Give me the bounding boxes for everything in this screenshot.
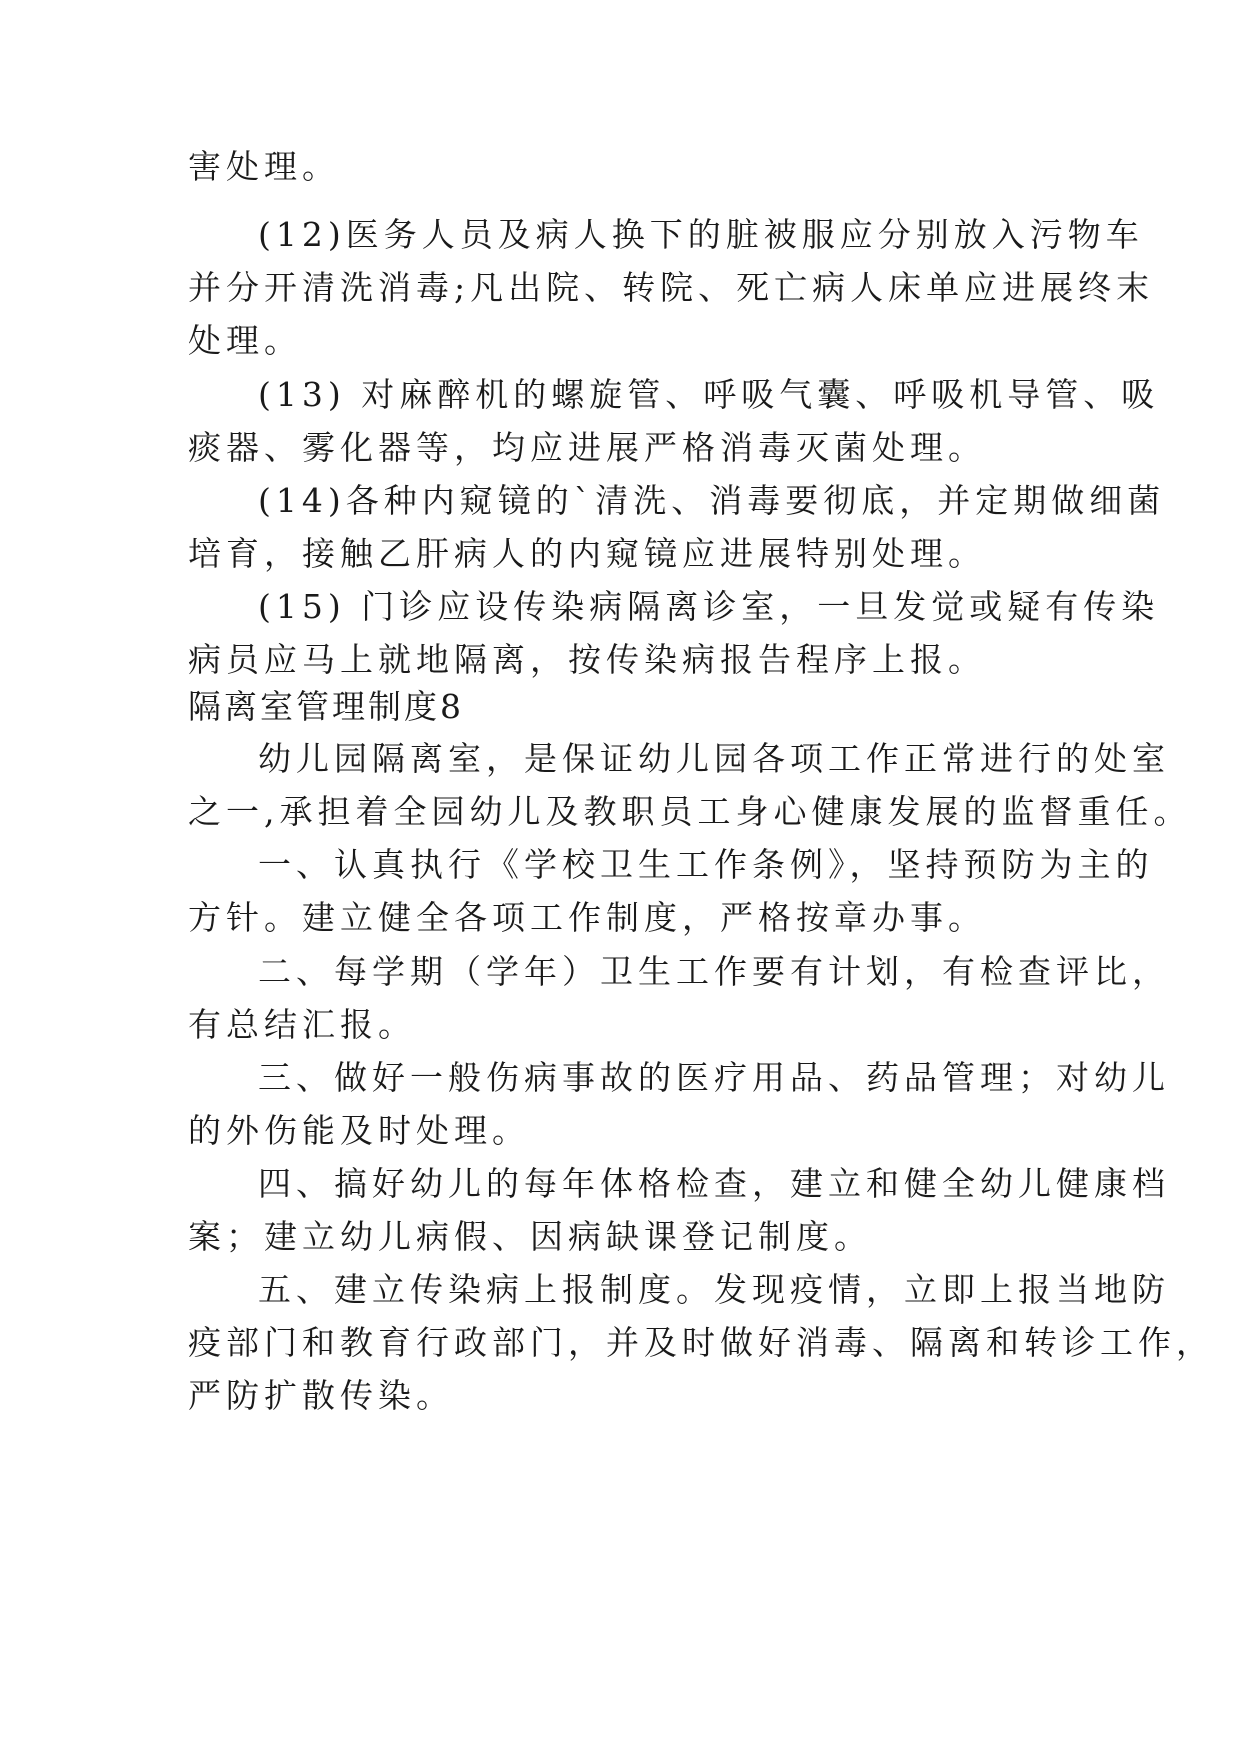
text-line: 痰器、雾化器等，均应进展严格消毒灭菌处理。 xyxy=(188,428,986,467)
text-line: 严防扩散传染。 xyxy=(188,1376,454,1415)
text-line: (12)医务人员及病人换下的脏被服应分别放入污物车 xyxy=(258,215,1144,254)
text-line: (14)各种内窥镜的`清洗、消毒要彻底，并定期做细菌 xyxy=(258,481,1166,520)
text-line: 病员应马上就地隔离，按传染病报告程序上报。 xyxy=(188,640,986,679)
text-line: 之一,承担着全园幼儿及教职员工身心健康发展的监督重任。 xyxy=(188,792,1192,831)
section-heading: 隔离室管理制度8 xyxy=(188,687,464,726)
text-line: 有总结汇报。 xyxy=(188,1005,416,1044)
text-line: 五、建立传染病上报制度。发现疫情，立即上报当地防 xyxy=(258,1270,1170,1309)
text-line: 案；建立幼儿病假、因病缺课登记制度。 xyxy=(188,1217,872,1256)
text-line: 的外伤能及时处理。 xyxy=(188,1111,530,1150)
text-line: 处理。 xyxy=(188,321,302,360)
text-line: 一、认真执行《学校卫生工作条例》，坚持预防为主的 xyxy=(258,845,1154,884)
text-line: 并分开清洗消毒;凡出院、转院、死亡病人床单应进展终末 xyxy=(188,268,1155,307)
text-line: 疫部门和教育行政部门，并及时做好消毒、隔离和转诊工作， xyxy=(188,1323,1214,1362)
text-line: 培育，接触乙肝病人的内窥镜应进展特别处理。 xyxy=(188,534,986,573)
text-line: 二、每学期（学年）卫生工作要有计划，有检查评比， xyxy=(258,952,1170,991)
text-line: 方针。建立健全各项工作制度，严格按章办事。 xyxy=(188,898,986,937)
text-line: (13) 对麻醉机的螺旋管、呼吸气囊、呼吸机导管、吸 xyxy=(258,375,1160,414)
text-line: 幼儿园隔离室，是保证幼儿园各项工作正常进行的处室 xyxy=(258,739,1170,778)
text-line: 害处理。 xyxy=(188,147,340,186)
text-line: 三、做好一般伤病事故的医疗用品、药品管理；对幼儿 xyxy=(258,1058,1170,1097)
text-line: 四、搞好幼儿的每年体格检查，建立和健全幼儿健康档 xyxy=(258,1164,1170,1203)
text-line: (15) 门诊应设传染病隔离诊室，一旦发觉或疑有传染 xyxy=(258,587,1160,626)
